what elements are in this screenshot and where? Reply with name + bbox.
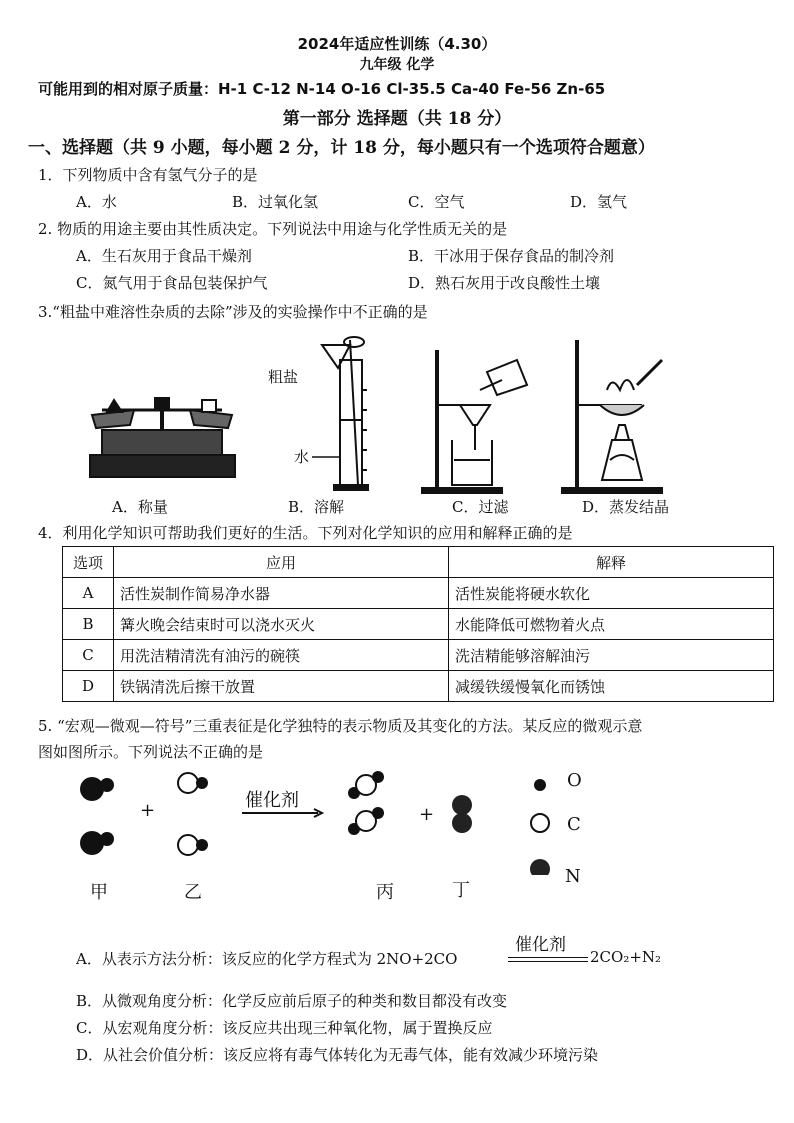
- table-row: [63, 671, 774, 702]
- plus-sign-2: +: [419, 804, 435, 825]
- cell-application: 铁锅清洗后擦干放置: [114, 671, 449, 702]
- cell-explanation: 水能降低可燃物着火点: [449, 609, 774, 640]
- q5-option-a-catalyst: 催化剂: [515, 935, 566, 955]
- q3-option-a: A．称量: [112, 498, 168, 516]
- q5-option-b: B．从微观角度分析：化学反应前后原子的种类和数目都没有改变: [76, 992, 508, 1010]
- species-yi: 乙: [184, 882, 202, 903]
- cell-application: 活性炭制作简易净水器: [114, 578, 449, 609]
- cell-explanation: 活性炭能将硬水软化: [449, 578, 774, 609]
- q1-stem: 1．下列物质中含有氢气分子的是: [38, 166, 258, 184]
- header-explanation: 解释: [449, 547, 774, 578]
- q3-option-b: B．溶解: [288, 498, 345, 516]
- filtration-funnel-icon: [422, 350, 527, 493]
- cell-application: 篝火晚会结束时可以浇水灭火: [114, 609, 449, 640]
- molecule-jia-icon: [80, 777, 114, 855]
- q4-table: [62, 546, 774, 702]
- section-title: 一、选择题（共 9 小题，每小题 2 分，计 18 分，每小题只有一个选项符合题意）: [28, 138, 655, 158]
- q3-option-c: C．过滤: [452, 498, 509, 516]
- header-application: 应用: [114, 547, 449, 578]
- molecule-ding-icon: [452, 795, 472, 833]
- species-bing: 丙: [376, 882, 394, 903]
- header-option: 选项: [63, 547, 114, 578]
- salt-label: 粗盐: [268, 368, 299, 386]
- legend-n: N: [565, 866, 581, 887]
- cell-option: C: [63, 640, 114, 671]
- plus-sign-1: +: [140, 800, 156, 821]
- legend-o: O: [567, 770, 582, 791]
- table-row: [63, 578, 774, 609]
- legend-c: C: [567, 814, 581, 835]
- species-ding: 丁: [452, 880, 470, 901]
- table-header-row: [63, 547, 774, 578]
- water-label: 水: [294, 448, 310, 466]
- q1-option-d: D．氢气: [570, 193, 628, 211]
- q1-option-b: B．过氧化氢: [232, 193, 319, 211]
- cell-explanation: 减缓铁缓慢氧化而锈蚀: [449, 671, 774, 702]
- graduated-cylinder-icon: [312, 337, 368, 490]
- q2-option-c: C．氮气用于食品包装保护气: [76, 274, 268, 292]
- cell-option: B: [63, 609, 114, 640]
- q2-option-d: D．熟石灰用于改良酸性土壤: [408, 274, 601, 292]
- atomic-masses: 可能用到的相对原子质量：H-1 C-12 N-14 O-16 Cl-35.5 Ca-40 Fe-56 Zn-65: [38, 80, 606, 98]
- q5-stem-line1: 5. “宏观—微观—符号”三重表征是化学独特的表示物质及其变化的方法。某反应的微观示意: [38, 717, 643, 735]
- exam-subtitle: 九年级 化学: [359, 57, 435, 73]
- q3-option-d: D．蒸发结晶: [582, 498, 670, 516]
- q5-option-a-suffix: 2CO₂+N₂: [590, 948, 662, 966]
- cell-application: 用洗洁精清洗有油污的碗筷: [114, 640, 449, 671]
- molecule-yi-icon: [178, 773, 208, 855]
- q5-option-a-prefix: A．从表示方法分析：该反应的化学方程式为 2NO+2CO: [76, 950, 458, 968]
- exam-title: 2024年适应性训练（4.30）: [297, 35, 497, 53]
- legend-icons: [530, 779, 550, 875]
- q1-option-a: A．水: [76, 193, 117, 211]
- q5-option-d: D．从社会价值分析：该反应将有毒气体转化为无毒气体，能有效减少环境污染: [76, 1046, 599, 1064]
- evaporating-dish-icon: [562, 340, 662, 493]
- q4-stem: 4．利用化学知识可帮助我们更好的生活。下列对化学知识的应用和解释正确的是: [38, 524, 573, 542]
- equation-bar: [508, 957, 588, 958]
- q5-option-c: C．从宏观角度分析：该反应共出现三种氧化物，属于置换反应: [76, 1019, 493, 1037]
- table-row: [63, 609, 774, 640]
- q2-option-a: A．生石灰用于食品干燥剂: [76, 247, 252, 265]
- molecule-bing-icon: [348, 771, 384, 835]
- table-row: [63, 640, 774, 671]
- q3-apparatus-figure: [82, 330, 682, 495]
- catalyst-label: 催化剂: [245, 790, 299, 811]
- q1-option-c: C．空气: [408, 193, 465, 211]
- cell-option: A: [63, 578, 114, 609]
- cell-explanation: 洗洁精能够溶解油污: [449, 640, 774, 671]
- cell-option: D: [63, 671, 114, 702]
- part-title: 第一部分 选择题（共 18 分）: [282, 109, 512, 129]
- q2-stem: 2. 物质的用途主要由其性质决定。下列说法中用途与化学性质无关的是: [38, 220, 508, 238]
- species-jia: 甲: [90, 882, 108, 903]
- q5-stem-line2: 图如图所示。下列说法不正确的是: [38, 743, 264, 761]
- q2-option-b: B．干冰用于保存食品的制冷剂: [408, 247, 615, 265]
- balance-icon: [90, 398, 235, 477]
- q3-stem: 3.“粗盐中难溶性杂质的去除”涉及的实验操作中不正确的是: [38, 303, 428, 321]
- equation-bar-2: [508, 961, 588, 962]
